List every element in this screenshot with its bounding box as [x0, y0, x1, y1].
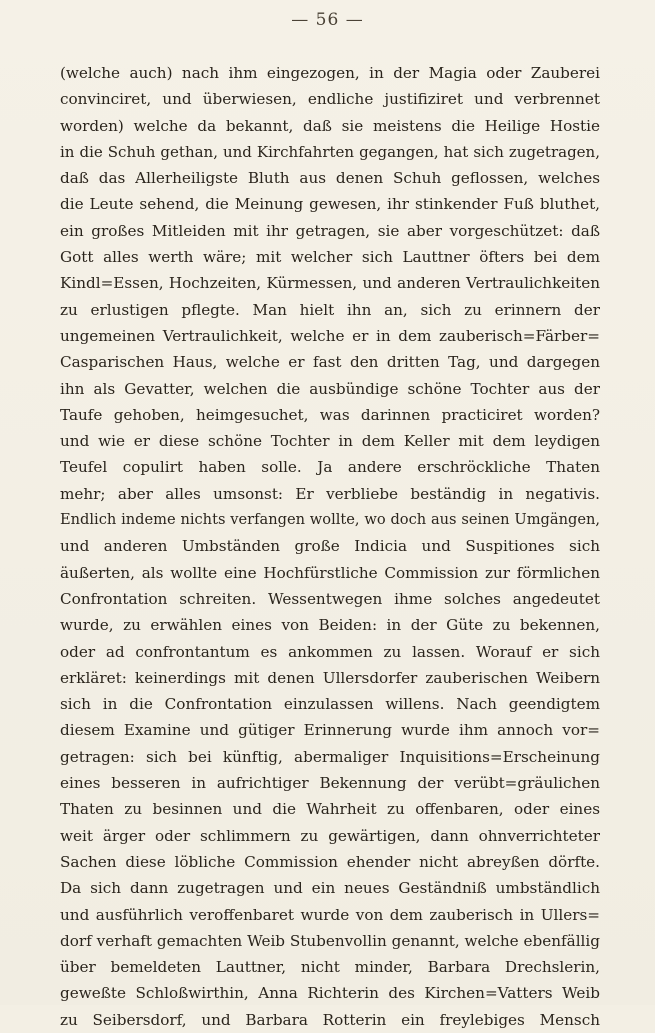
text-line-1: (welche auch) nach ihm eingezogen, in der Magia oder Zauberei: [60, 64, 600, 82]
text-line-22: wurde, zu erwählen eines von Beiden: in der Güte zu bekennen,: [60, 616, 600, 635]
text-line-25: sich in die Confrontation einzulassen willens. Nach geendigtem: [60, 695, 600, 714]
text-line-15: und wie er diese schöne Tochter in dem Keller mit dem leydigen: [60, 432, 600, 451]
text-line-23: oder ad confrontantum es ankommen zu lassen. Worauf er sich: [60, 642, 600, 661]
text-line-32: Da sich dann zugetragen und ein neues Geständniß umbständlich: [60, 879, 600, 898]
text-line-29: Thaten zu besinnen und die Wahrheit zu offenbaren, oder eines: [60, 800, 600, 819]
text-line-28: eines besseren in aufrichtiger Bekennung der verübt=gräulichen: [60, 774, 600, 793]
text-line-6: die Leute sehend, die Meinung gewesen, ihr stinkender Fuß bluthet,: [60, 195, 600, 214]
text-line-30: weit ärger oder schlimmern zu gewärtigen, dann ohnverrichteter: [60, 826, 600, 845]
text-line-10: zu erlustigen pflegte. Man hielt ihn an, sich zu erinnern der: [60, 300, 600, 319]
body-text: [60, 60, 600, 1033]
text-line-27: getragen: sich bei künftig, abermaliger Inquisitions=Erscheinung: [60, 747, 600, 766]
text-line-16: Teufel copulirt haben solle. Ja andere erschröckliche Thaten: [60, 458, 600, 477]
text-line-13: ihn als Gevatter, welchen die ausbündige schöne Tochter aus der: [60, 379, 600, 398]
text-line-8: Gott alles werth wäre; mit welcher sich Lauttner öfters bei dem: [60, 248, 600, 267]
text-line-37: zu Seibersdorf, und Barbara Rotterin ein freylebiges Mensch: [60, 1010, 600, 1029]
text-line-21: Confrontation schreiten. Wessentwegen ihme solches angedeutet: [60, 589, 600, 608]
text-line-5: daß das Allerheiligste Bluth aus denen Schuh geflossen, welches: [60, 169, 600, 188]
text-line-34: dorf verhaft gemachten Weib Stubenvollin genannt, welche ebenfällig: [60, 931, 600, 950]
text-line-24: erkläret: keinerdings mit denen Ullersdorfer zauberischen Weibern: [60, 668, 600, 687]
text-line-18: Endlich indeme nichts verfangen wollte, wo doch aus seinen Umgängen,: [60, 511, 600, 529]
text-line-3: worden) welche da bekannt, daß sie meistens die Heilige Hostie: [60, 116, 600, 135]
page-number: — 56 —: [291, 10, 364, 30]
text-line-9: Kindl=Essen, Hochzeiten, Kürmessen, und anderen Vertraulichkeiten: [60, 274, 600, 293]
text-line-33: und ausführlich veroffenbaret wurde von dem zauberisch in Ullers=: [60, 905, 600, 924]
text-line-17: mehr; aber alles umsonst: Er verbliebe beständig in negativis.: [60, 484, 600, 503]
text-line-35: über bemeldeten Lauttner, nicht minder, Barbara Drechslerin,: [60, 958, 600, 977]
text-line-31: Sachen diese löbliche Commission ehender nicht abreyßen dörfte.: [60, 852, 600, 871]
text-line-2: convinciret, und überwiesen, endliche justifiziret und verbrennet: [60, 90, 600, 109]
text-line-19: und anderen Umbständen große Indicia und Suspitiones sich: [60, 537, 600, 556]
text-line-12: Casparischen Haus, welche er fast den dritten Tag, und dargegen: [60, 353, 600, 372]
text-line-11: ungemeinen Vertraulichkeit, welche er in dem zauberisch=Färber=: [60, 326, 600, 345]
text-line-20: äußerten, als wollte eine Hochfürstliche Commission zur förmlichen: [60, 563, 600, 582]
text-line-7: ein großes Mitleiden mit ihr getragen, sie aber vorgeschützet: daß: [60, 221, 600, 240]
text-line-14: Taufe gehoben, heimgesuchet, was darinnen practiciret worden?: [60, 405, 600, 424]
text-line-26: diesem Examine und gütiger Erinnerung wurde ihm annoch vor=: [60, 721, 600, 740]
text-line-36: geweßte Schloßwirthin, Anna Richterin des Kirchen=Vatters Weib: [60, 984, 600, 1003]
text-line-4: in die Schuh gethan, und Kirchfahrten gegangen, hat sich zugetragen,: [60, 142, 600, 161]
